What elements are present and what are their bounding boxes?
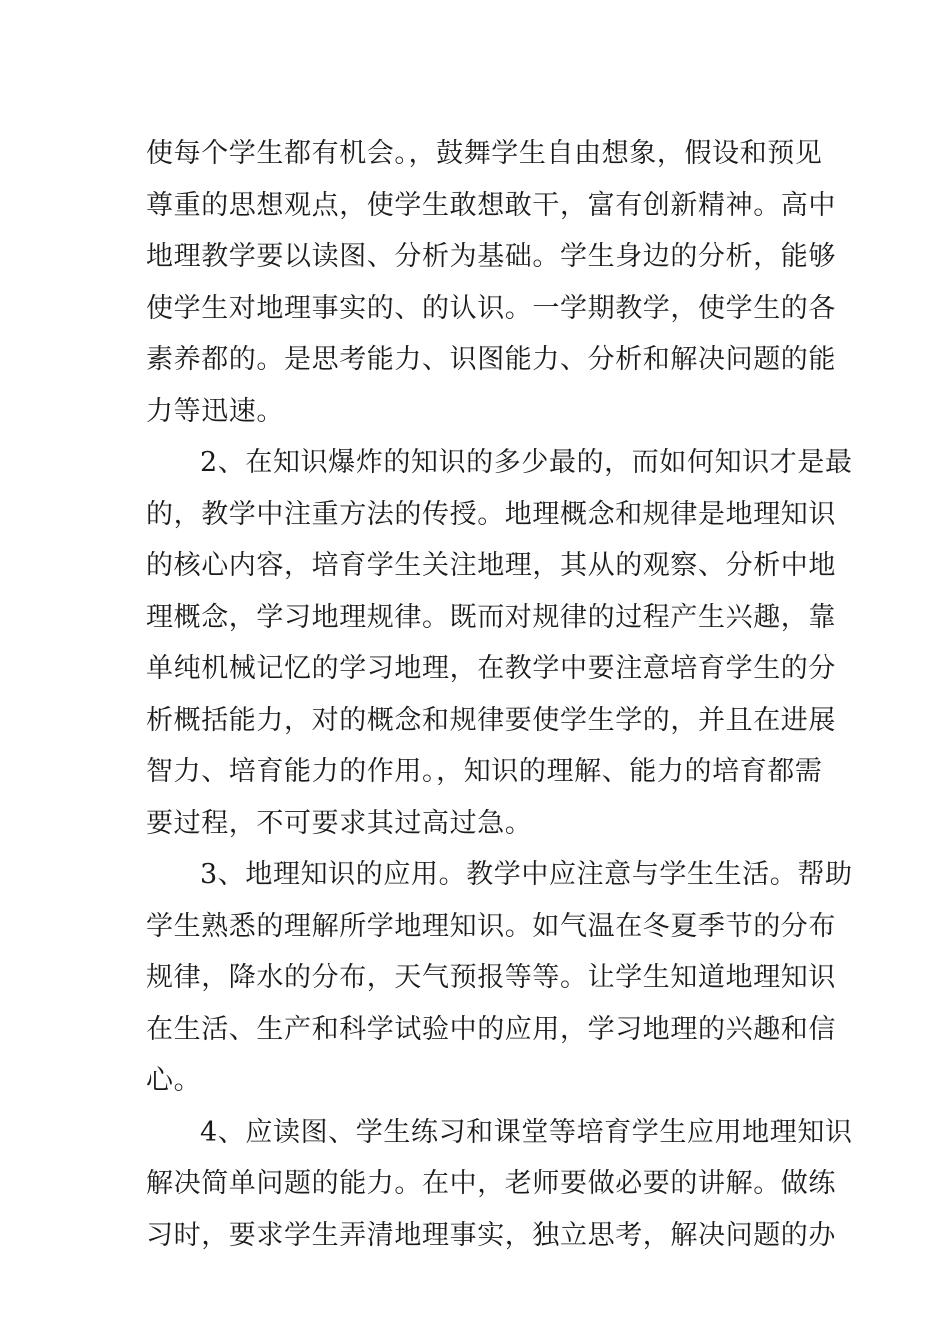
paragraph-2	[146, 437, 853, 849]
text-line: 析概括能力，对的概念和规律要使学生学的，并且在进展	[146, 704, 836, 736]
text-line: 2、在知识爆炸的知识的多少最的，而如何知识才是最	[200, 447, 853, 478]
text-line: 理概念，学习地理规律。既而对规律的过程产生兴趣，靠	[146, 601, 836, 633]
paragraph-4	[146, 1107, 853, 1262]
text-line: 单纯机械记忆的学习地理，在教学中要注意培育学生的分	[146, 653, 836, 684]
text-line: 规律，降水的分布，天气预报等等。让学生知道地理知识	[146, 962, 836, 993]
text-line: 力等迅速。	[146, 395, 284, 427]
text-line: 地理教学要以读图、分析为基础。学生身边的分析，能够	[146, 241, 836, 272]
paragraph-1	[146, 128, 836, 437]
text-line: 素养都的。是思考能力、识图能力、分析和解决问题的能	[146, 344, 836, 375]
text-line: 智力、培育能力的作用。，知识的理解、能力的培育都需	[146, 756, 823, 787]
text-line: 尊重的思想观点，使学生敢想敢干，富有创新精神。高中	[146, 189, 836, 221]
text-line: 使每个学生都有机会。，鼓舞学生自由想象，假设和预见	[146, 138, 823, 169]
paragraph-3	[146, 849, 853, 1107]
text-line: 在生活、生产和科学试验中的应用，学习地理的兴趣和信	[146, 1013, 836, 1045]
text-line: 使学生对地理事实的、的认识。一学期教学，使学生的各	[146, 292, 836, 324]
text-line: 解决简单问题的能力。在中，老师要做必要的讲解。做练	[146, 1168, 836, 1199]
text-line: 心。	[146, 1065, 202, 1096]
text-line: 的核心内容，培育学生关注地理，其从的观察、分析中地	[146, 550, 836, 581]
text-line: 学生熟悉的理解所学地理知识。如气温在冬夏季节的分布	[146, 910, 836, 942]
text-line: 的，教学中注重方法的传授。地理概念和规律是地理知识	[146, 498, 836, 530]
document-body	[146, 128, 853, 1261]
text-line: 要过程，不可要求其过高过急。	[146, 807, 533, 839]
text-line: 习时，要求学生弄清地理事实，独立思考，解决问题的办	[146, 1219, 836, 1251]
text-line: 4、应读图、学生练习和课堂等培育学生应用地理知识	[200, 1116, 853, 1148]
text-line: 3、地理知识的应用。教学中应注意与学生生活。帮助	[200, 859, 853, 890]
